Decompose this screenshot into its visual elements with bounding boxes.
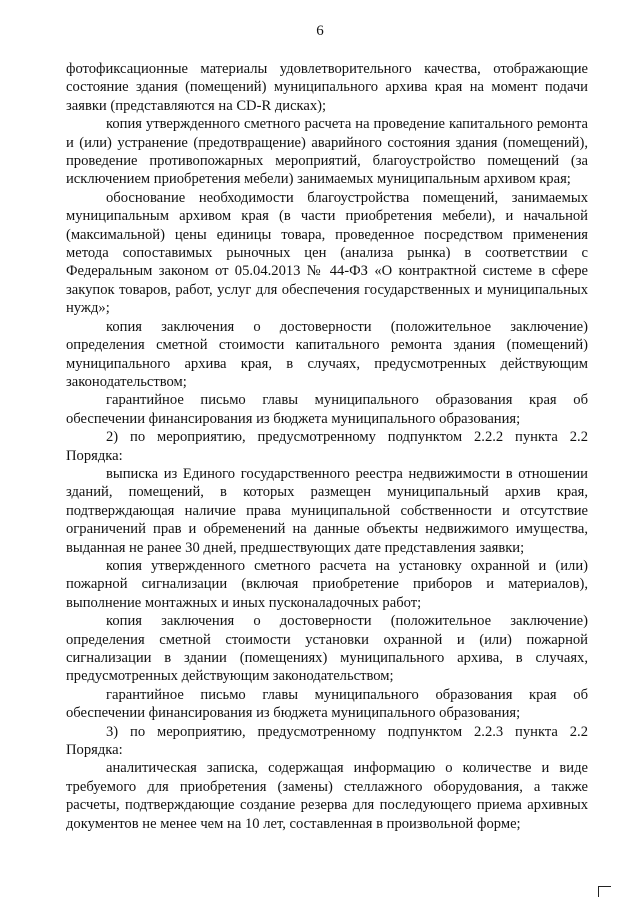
paragraph: копия утвержденного сметного расчета на установку охранной и (или) пожарной сигнализации (включая приобретение приборов и материалов), выполнение монтажных и иных пусконаладочных работ; — [66, 557, 588, 611]
paragraph: аналитическая записка, содержащая информацию о количестве и виде требуемого для приобретения (замены) стеллажного оборудования, а также расчеты, подтверждающие создание резерва для последующего приема архивных документов не менее чем на 10 лет, составленная в произвольной форме; — [66, 760, 588, 832]
paragraph: гарантийное письмо главы муниципального образования края об обеспечении финансирования из бюджета муниципального образования; — [66, 686, 588, 722]
paragraph: обоснование необходимости благоустройства помещений, занимаемых муниципальным архивом края (в части приобретения мебели), и начальной (максимальной) цены единицы товара, проведенное посредством применения метода сопоставимых рыночных цен (анализа рынка) в соответствии с Федеральным законом от 05.04.2013 № 44-ФЗ «О контрактной системе в сфере закупок товаров, работ, услуг для обеспечения государственных и муниципальных нужд»; — [66, 189, 588, 317]
page-number: 6 — [316, 23, 324, 39]
scan-corner-mark — [598, 886, 611, 897]
paragraph: фотофиксационные материалы удовлетворительного качества, отображающие состояние здания (помещений) муниципального архива края на момент подачи заявки (представляются на CD-R дисках); — [66, 61, 588, 114]
list-item-heading: 2) по мероприятию, предусмотренному подпунктом 2.2.2 пункта 2.2 Порядка: — [66, 429, 588, 464]
document-body — [66, 60, 588, 833]
list-item-heading: 3) по мероприятию, предусмотренному подпунктом 2.2.3 пункта 2.2 Порядка: — [66, 723, 588, 759]
paragraph: копия заключения о достоверности (положительное заключение) определения сметной стоимости капитального ремонта здания (помещений) муниципального архива края, в случаях, предусмотренных действующим законодательством; — [66, 318, 588, 390]
paragraph: гарантийное письмо главы муниципального образования края об обеспечении финансирования из бюджета муниципального образования; — [66, 392, 588, 427]
paragraph: копия утвержденного сметного расчета на проведение капитального ремонта и (или) устранение (предотвращение) аварийного состояния здания (помещений), проведение противопожарных мероприятий, благоустройство помещений (за исключением приобретения мебели) занимаемых муниципальным архивом края; — [66, 116, 588, 188]
paragraph: копия заключения о достоверности (положительное заключение) определения сметной стоимости установки охранной и (или) пожарной сигнализации в здании (помещениях) муниципального архива, в случаях, предусмотренных действующим законодательством; — [66, 613, 588, 685]
paragraph: выписка из Единого государственного реестра недвижимости в отношении зданий, помещений, в которых размещен муниципальный архив края, подтверждающая наличие права муниципальной собственности и отсутствие ограничений прав и обременений на данные объекты недвижимого имущества, выданная не ранее 30 дней, предшествующих дате представления заявки; — [66, 465, 588, 556]
